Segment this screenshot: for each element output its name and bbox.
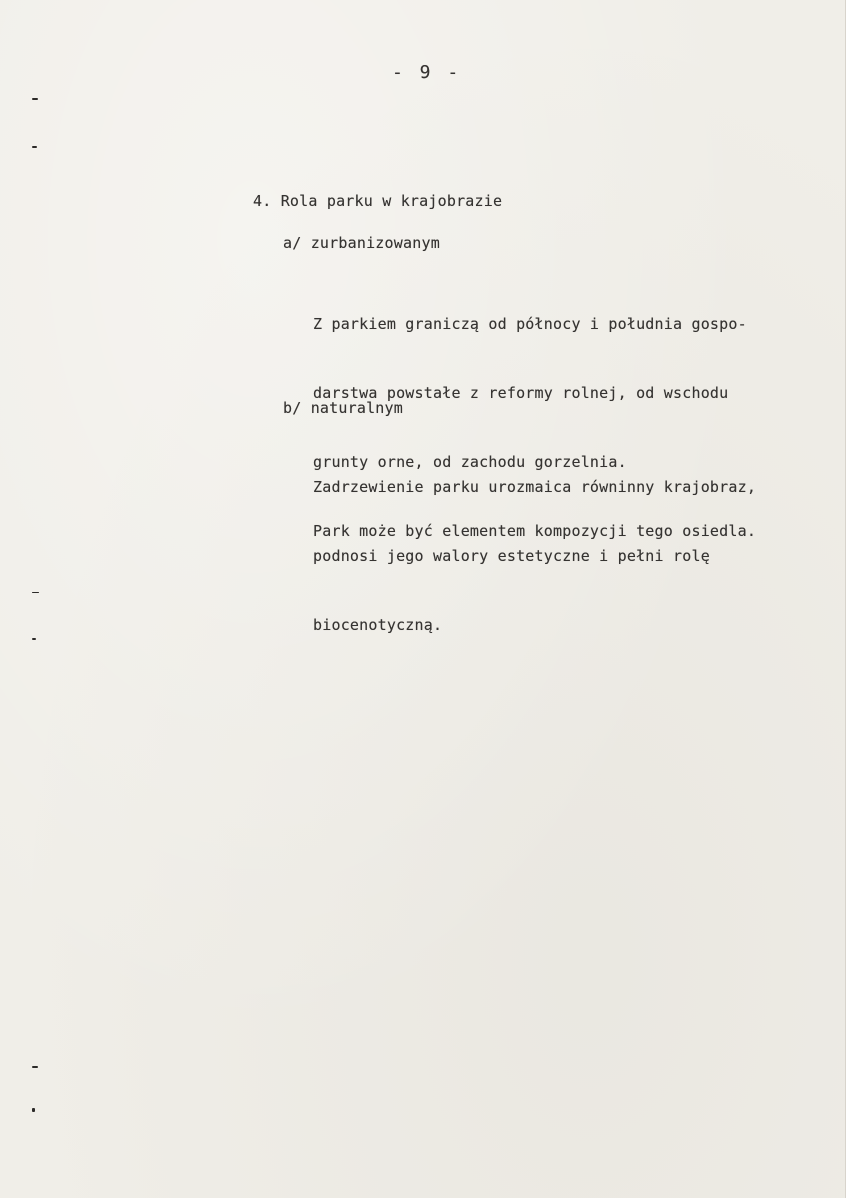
paragraph-line: podnosi jego walory estetyczne i pełni rolę xyxy=(313,547,710,565)
margin-mark xyxy=(32,1108,35,1112)
margin-mark xyxy=(32,98,38,100)
section-heading: 4. Rola parku w krajobrazie xyxy=(253,192,503,210)
margin-mark xyxy=(32,1066,38,1068)
subsection-b-paragraph xyxy=(313,430,756,683)
paragraph-line: Zadrzewienie parku urozmaica równinny krajobraz, xyxy=(313,478,757,496)
paragraph-line: biocenotyczną. xyxy=(313,616,443,634)
margin-mark xyxy=(32,146,37,148)
paragraph-line: grunty orne, od zachodu gorzelnia. xyxy=(313,453,627,471)
paragraph-line: Park może być elementem kompozycji tego osiedla. xyxy=(313,522,757,540)
subsection-b-label: b/ naturalnym xyxy=(283,399,403,417)
paragraph-line: Z parkiem graniczą od północy i południa gospo- xyxy=(313,315,747,333)
margin-mark xyxy=(32,638,36,640)
page-number: - 9 - xyxy=(392,62,462,83)
subsection-a-label: a/ zurbanizowanym xyxy=(283,234,440,252)
margin-mark xyxy=(32,592,39,593)
paragraph-line: darstwa powstałe z reformy rolnej, od wschodu xyxy=(313,384,729,402)
